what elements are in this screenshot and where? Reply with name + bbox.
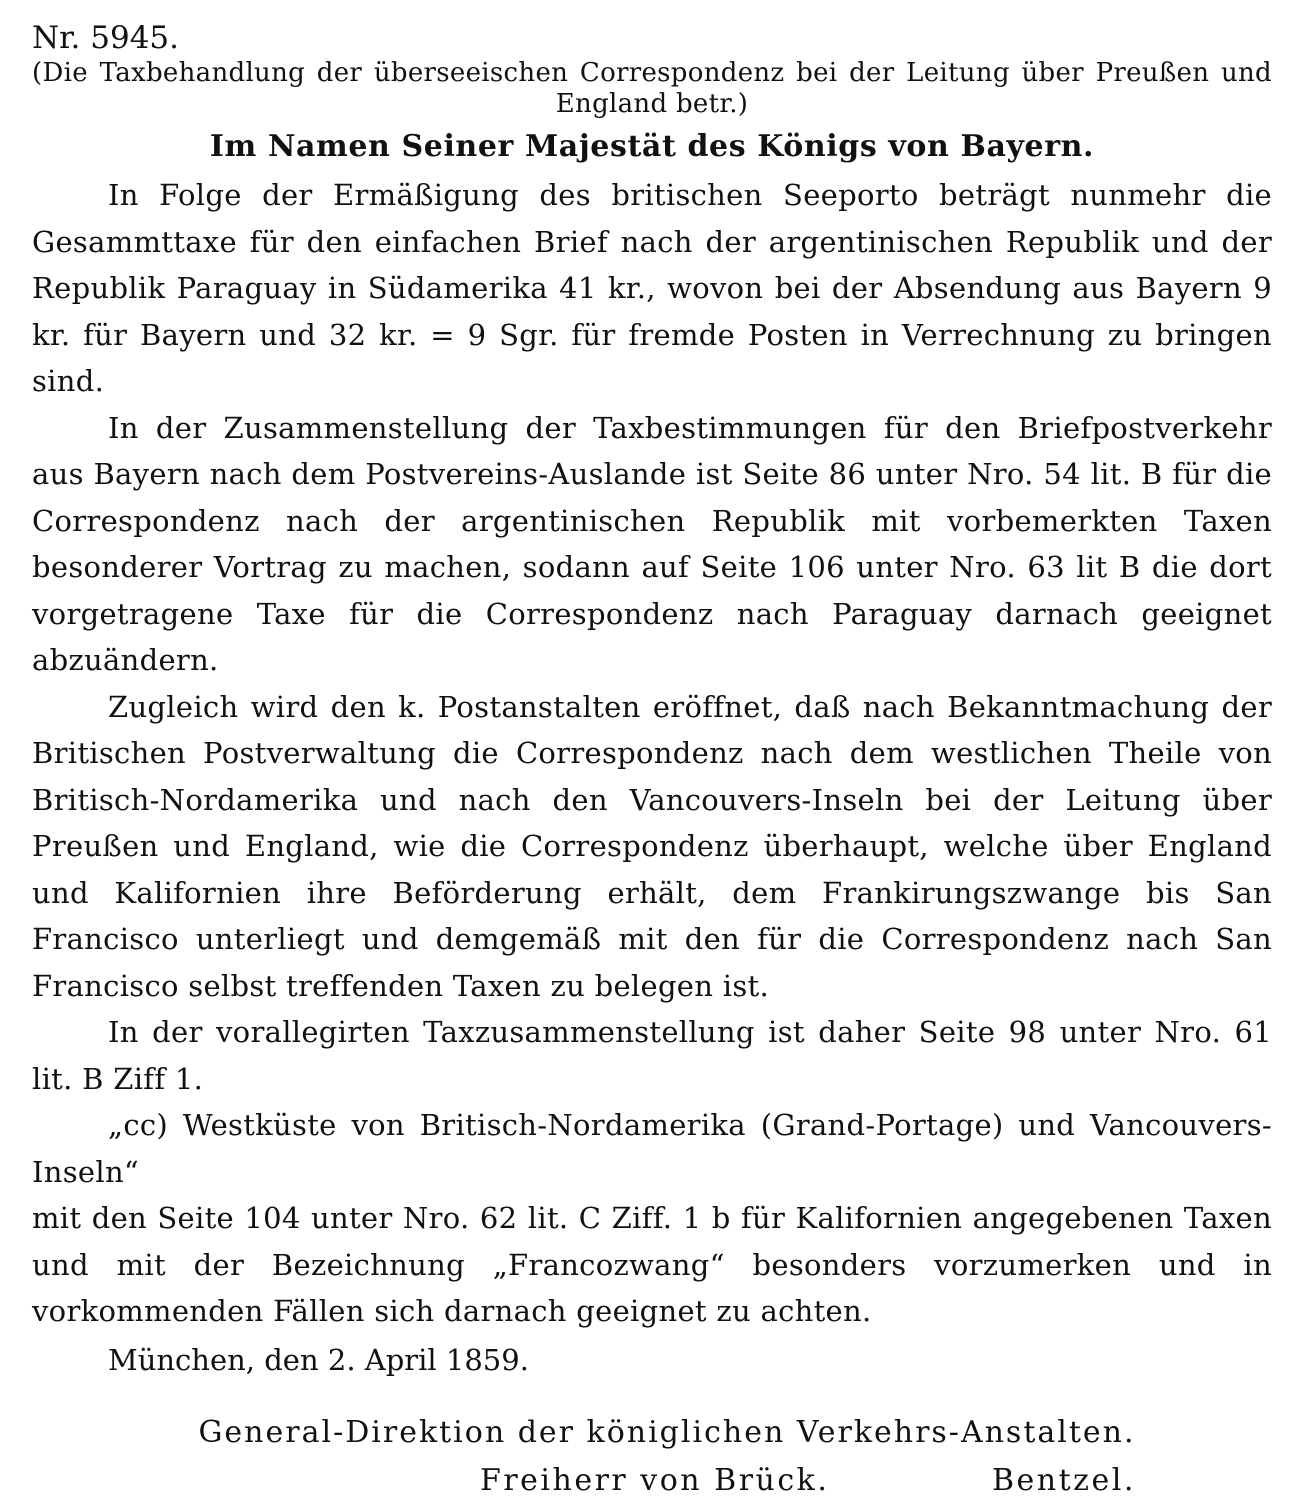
date-line: München, den 2. April 1859. <box>108 1342 529 1377</box>
ordinance-subject: (Die Taxbehandlung der überseeischen Correspondenz bei der Leitung über Preußen und England betr.) <box>32 58 1272 119</box>
signature-left: Freiherr von Brück. <box>480 1462 830 1498</box>
paragraph-closing-instruction: mit den Seite 104 unter Nro. 62 lit. C Ziff. 1 b für Kalifornien angegebenen Taxen und mit der Bezeichnung „Francozwang“ besonders vorzumerken und in vorkommenden Fällen sich darnach geeignet zu achten. <box>32 1201 1272 1328</box>
signature-block <box>32 1457 1272 1507</box>
paragraph-tariff-amendment: In der Zusammenstellung der Taxbestimmungen für den Briefpostverkehr aus Bayern nach dem Postvereins-Auslande ist Seite 86 unter Nro. 54 lit. B für die Correspondenz nach der argentinischen Republik mit vorbemerkten Taxen besonderer Vortrag zu machen, sodann auf Seite 106 unter Nro. 63 lit B die dort vorgetragene Taxe für die Correspondenz nach Paraguay darnach geeignet abzuändern. <box>32 410 1272 677</box>
issuing-authority: General-Direktion der königlichen Verkehrs-Anstalten. <box>198 1414 1136 1450</box>
paragraph-quoted-entry: „cc) Westküste von Britisch-Nordamerika (Grand-Portage) und Vancouvers-Inseln“ <box>32 1108 1272 1189</box>
ordinance-number: Nr. 5945. <box>32 20 179 56</box>
paragraph-postage-rate: In Folge der Ermäßigung des britischen Seeporto beträgt nunmehr die Gesammttaxe für den einfachen Brief nach der argentinischen Republik und der Republik Paraguay in Südamerika 41 kr., wovon bei der Absendung aus Bayern 9 kr. für Bayern und 32 kr. = 9 Sgr. für fremde Posten in Verrechnung zu bringen sind. <box>32 178 1272 398</box>
signature-right: Bentzel. <box>992 1462 1136 1498</box>
paragraph-prepayment-requirement: Zugleich wird den k. Postanstalten eröffnet, daß nach Bekanntmachung der Britischen Postverwaltung die Correspondenz nach dem westlichen Theile von Britisch-Nordamerika und nach den Vancouvers-Inseln bei der Leitung über Preußen und England, wie die Correspondenz überhaupt, welche über England und Kalifornien ihre Beförderung erhält, dem Frankirungszwange bis San Francisco unterliegt und demgemäß mit den für die Correspondenz nach San Francisco selbst treffenden Taxen zu belegen ist. <box>32 689 1272 1003</box>
paragraph-tariff-reference: In der vorallegirten Taxzusammenstellung ist daher Seite 98 unter Nro. 61 lit. B Ziff 1. <box>32 1015 1272 1096</box>
royal-invocation: Im Namen Seiner Majestät des Königs von Bayern. <box>209 129 1095 164</box>
